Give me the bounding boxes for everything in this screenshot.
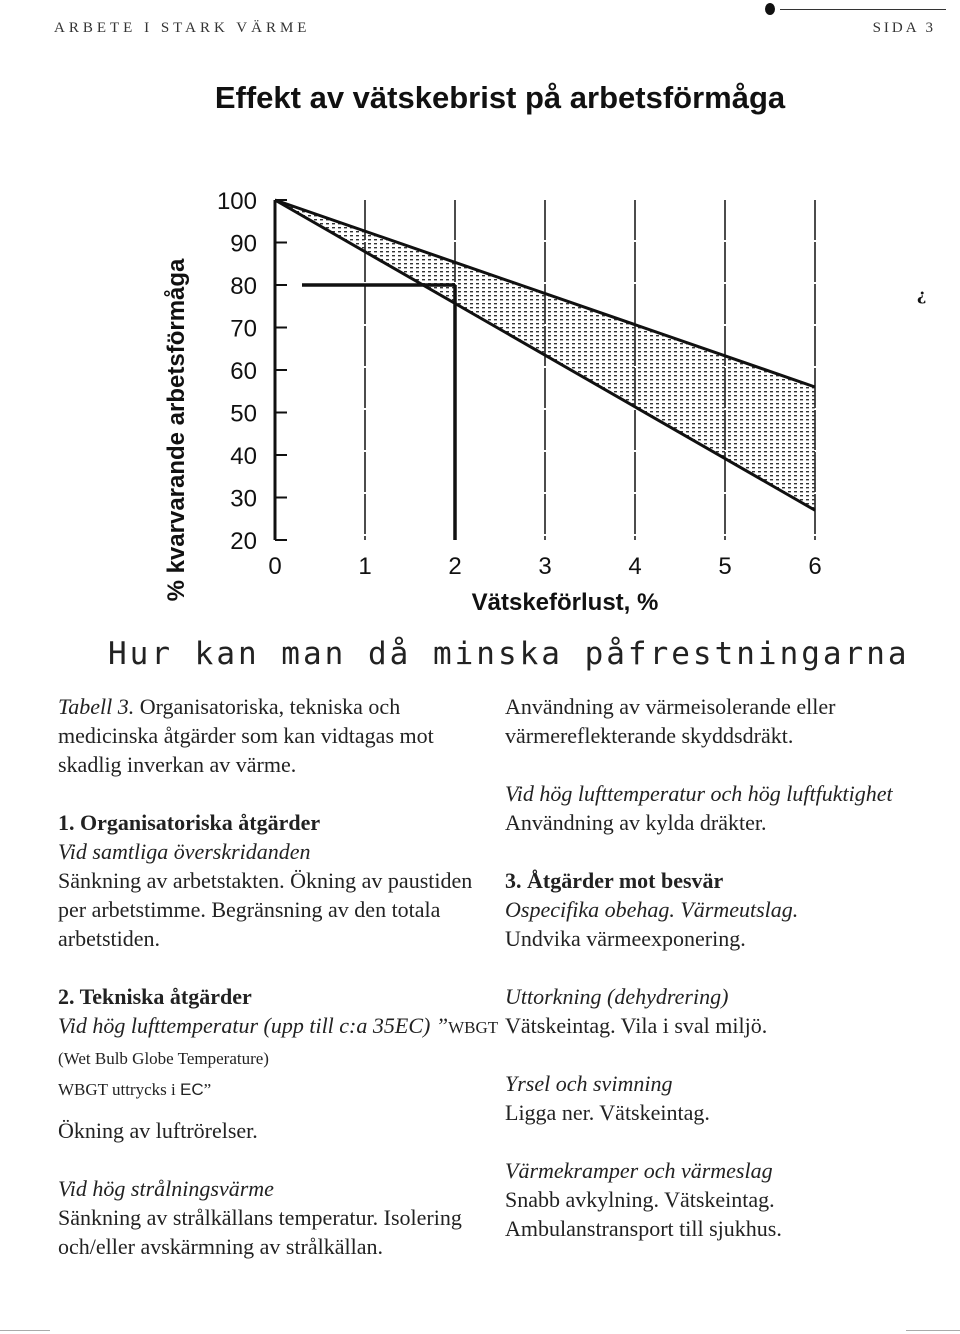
right-column [505, 692, 945, 1243]
table-label: Tabell 3. [58, 694, 135, 719]
right-paragraph-5: Snabb avkylning. Vätskeintag. Ambulanstransport till sjukhus. [505, 1187, 782, 1241]
wbgt-unit: EC [179, 1080, 204, 1099]
right-subheading-3: Yrsel och svimning [505, 1071, 673, 1096]
right-subheading-1: Vid hög lufttemperatur och hög luftfuktighet [505, 781, 893, 806]
wbgt-definition: WBGT (Wet Bulb Globe Temperature) [58, 1018, 498, 1068]
right-subheading-4: Värmekramper och värmeslag [505, 1158, 773, 1183]
wbgt-unit-text: WBGT uttrycks i [58, 1080, 180, 1099]
section-2-wbgt-block [58, 1011, 498, 1104]
x-tick-label: 4 [628, 553, 642, 580]
section-3-text: Undvika värmeexponering. [505, 926, 746, 951]
y-tick-label: 20 [230, 528, 257, 555]
section-2-subheading-2: Vid hög strålningsvärme [58, 1176, 274, 1201]
y-tick-label: 90 [230, 230, 257, 258]
right-subheading-2: Uttorkning (dehydrering) [505, 984, 729, 1009]
header-rule [780, 9, 946, 10]
right-paragraph-3: Vätskeintag. Vila i sval miljö. [505, 1013, 768, 1038]
section-1-text: Sänkning av arbetstakten. Ökning av paustiden per arbetstimme. Begränsning av den totala arbetstiden. [58, 868, 473, 951]
x-tick-label: 2 [448, 553, 462, 580]
y-tick-label: 70 [230, 315, 257, 343]
x-tick-label: 3 [538, 553, 552, 580]
wbgt-quote: ” [203, 1080, 212, 1099]
x-tick-label: 6 [808, 553, 822, 580]
y-tick-label: 60 [230, 358, 257, 385]
section-title: Hur kan man då minska påfrestningarna [108, 636, 910, 672]
y-tick-label: 30 [230, 485, 257, 513]
page-number: SIDA 3 [872, 20, 936, 36]
chart-title: Effekt av vätskebrist på arbetsförmåga [214, 80, 786, 115]
chart-svg [140, 70, 880, 630]
table-caption-text: Organisatoriska, tekniska och medicinska åtgärder som kan vidtagas mot skadlig inverkan av värme. [58, 694, 434, 777]
x-tick-label: 1 [358, 553, 372, 580]
x-tick-label: 5 [718, 553, 732, 580]
y-tick-label: 80 [230, 273, 257, 300]
section-2-heading: 2. Tekniska åtgärder [58, 984, 252, 1009]
section-3-heading: 3. Åtgärder mot besvär [505, 868, 724, 893]
left-column [58, 692, 498, 1261]
y-axis-label: % kvarvarande arbetsförmåga [163, 258, 190, 602]
stray-mark: ¿ [917, 285, 927, 304]
x-axis-label: Vätskeförlust, % [471, 589, 659, 616]
table-caption [58, 692, 498, 779]
y-tick-label: 100 [216, 188, 257, 215]
y-tick-label: 40 [230, 443, 257, 470]
section-2-subheading: Vid hög lufttemperatur (upp till c:a 35EC) ” [58, 1013, 449, 1038]
section-2-text: Ökning av luftrörelser. [58, 1118, 258, 1143]
right-paragraph-1: Användning av värmeisolerande eller värmereflekterande skyddsdräkt. [505, 694, 836, 748]
section-3-subheading: Ospecifika obehag. Värmeutslag. [505, 897, 799, 922]
footer-rule-left [0, 1330, 50, 1331]
header-dot [765, 3, 775, 15]
x-tick-label: 0 [268, 553, 282, 580]
section-1-subheading: Vid samtliga överskridanden [58, 839, 311, 864]
right-paragraph-2: Användning av kylda dräkter. [505, 810, 767, 835]
right-paragraph-4: Ligga ner. Vätskeintag. [505, 1100, 710, 1125]
chart-figure [140, 70, 880, 630]
running-header-title: ARBETE I STARK VÄRME [54, 20, 311, 36]
section-2-text-2: Sänkning av strålkällans temperatur. Isolering och/eller avskärmning av strålkällan. [58, 1205, 462, 1259]
footer-rule-right [906, 1330, 960, 1331]
section-1-heading: 1. Organisatoriska åtgärder [58, 810, 321, 835]
y-tick-label: 50 [230, 400, 257, 428]
